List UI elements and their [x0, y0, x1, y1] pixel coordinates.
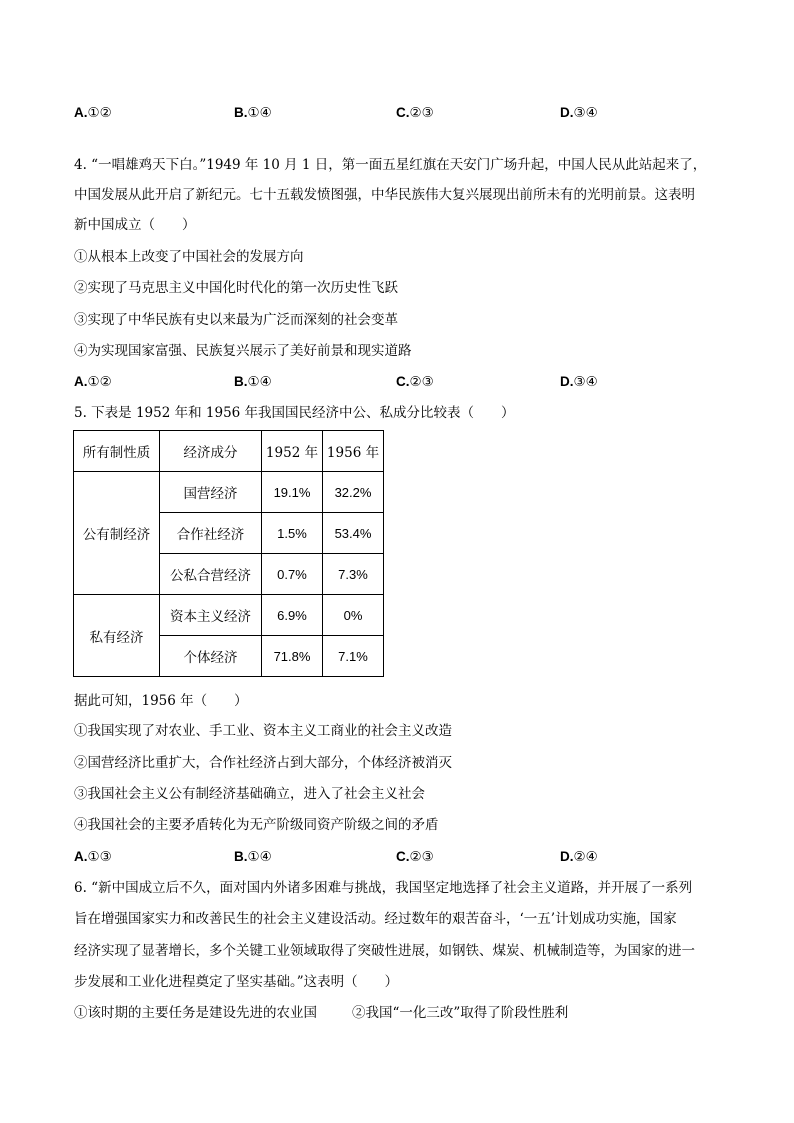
component-cell: 资本主义经济	[160, 595, 262, 636]
header-ownership: 所有制性质	[74, 431, 160, 472]
component-cell: 公私合营经济	[160, 554, 262, 595]
q4-statement-2: ②实现了马克思主义中国化时代化的第一次历史性飞跃	[74, 280, 398, 296]
q4-statement-3: ③实现了中华民族有史以来最为广泛而深刻的社会变革	[74, 312, 398, 328]
q5-statement-4: ④我国社会的主要矛盾转化为无产阶级同资产阶级之间的矛盾	[74, 817, 439, 833]
group-public: 公有制经济	[74, 472, 160, 595]
q3-option-d: D.③④	[560, 105, 598, 121]
value-1956: 7.3%	[323, 554, 384, 595]
value-1952: 1.5%	[262, 513, 323, 554]
q5-option-a: A.①③	[74, 849, 112, 865]
q3-option-a: A.①②	[74, 105, 112, 121]
q5-statement-3: ③我国社会主义公有制经济基础确立，进入了社会主义社会	[74, 786, 425, 802]
header-component: 经济成分	[160, 431, 262, 472]
q6-stem-line-4: 步发展和工业化进程奠定了坚实基础。”这表明（ ）	[74, 974, 399, 990]
q4-option-b: B.①④	[234, 374, 272, 390]
q4-stem-line-2: 中国发展从此开启了新纪元。七十五载发愤图强，中华民族伟大复兴展现出前所未有的光明前景。这表明	[74, 187, 695, 203]
component-cell: 个体经济	[160, 636, 262, 677]
table-header-row	[74, 431, 384, 472]
value-1952: 71.8%	[262, 636, 323, 677]
value-1956: 0%	[323, 595, 384, 636]
q5-statement-2: ②国营经济比重扩大，合作社经济占到大部分，个体经济被消灭	[74, 755, 452, 771]
component-cell: 国营经济	[160, 472, 262, 513]
value-1952: 19.1%	[262, 472, 323, 513]
table-row	[74, 595, 384, 636]
q6-statement-2: ②我国“一化三改”取得了阶段性胜利	[352, 1005, 569, 1021]
q5-statement-1: ①我国实现了对农业、手工业、资本主义工商业的社会主义改造	[74, 723, 452, 739]
q6-stem-line-2: 旨在增强国家实力和改善民生的社会主义建设活动。经过数年的艰苦奋斗，‘一五’计划成功实施，国家	[74, 911, 677, 927]
group-private: 私有经济	[74, 595, 160, 677]
table-row	[74, 472, 384, 513]
q6-stem-line-1: 6. “新中国成立后不久，面对国内外诸多困难与挑战，我国坚定地选择了社会主义道路，并开展了一系列	[74, 880, 693, 896]
q4-option-c: C.②③	[396, 374, 434, 390]
q5-option-d: D.②④	[560, 849, 598, 865]
component-cell: 合作社经济	[160, 513, 262, 554]
q3-options	[74, 104, 734, 122]
q4-options	[74, 373, 734, 391]
q4-stem-line-1: 4. “一唱雄鸡天下白。”1949 年 10 月 1 日，第一面五星红旗在天安门广场升起，中国人民从此站起来了，	[74, 157, 707, 173]
q4-option-d: D.③④	[560, 374, 598, 390]
q4-statement-4: ④为实现国家富强、民族复兴展示了美好前景和现实道路	[74, 343, 412, 359]
header-1956: 1956 年	[323, 431, 384, 472]
q5-stem: 5. 下表是 1952 年和 1956 年我国国民经济中公、私成分比较表（ ）	[74, 405, 515, 421]
value-1952: 0.7%	[262, 554, 323, 595]
q6-stem-line-3: 经济实现了显著增长，多个关键工业领域取得了突破性进展，如钢铁、煤炭、机械制造等，为国家的进一	[74, 943, 695, 959]
q5-options	[74, 848, 734, 866]
value-1956: 53.4%	[323, 513, 384, 554]
value-1956: 32.2%	[323, 472, 384, 513]
q3-option-b: B.①④	[234, 105, 272, 121]
header-1952: 1952 年	[262, 431, 323, 472]
value-1952: 6.9%	[262, 595, 323, 636]
q5-option-c: C.②③	[396, 849, 434, 865]
q4-option-a: A.①②	[74, 374, 112, 390]
q3-option-c: C.②③	[396, 105, 434, 121]
q4-stem-line-3: 新中国成立（ ）	[74, 217, 196, 233]
q5-option-b: B.①④	[234, 849, 272, 865]
economy-comparison-table	[73, 430, 384, 677]
value-1956: 7.1%	[323, 636, 384, 677]
q6-statement-1: ①该时期的主要任务是建设先进的农业国	[74, 1005, 317, 1021]
q4-statement-1: ①从根本上改变了中国社会的发展方向	[74, 249, 304, 265]
q5-after-text: 据此可知，1956 年（ ）	[74, 693, 248, 709]
